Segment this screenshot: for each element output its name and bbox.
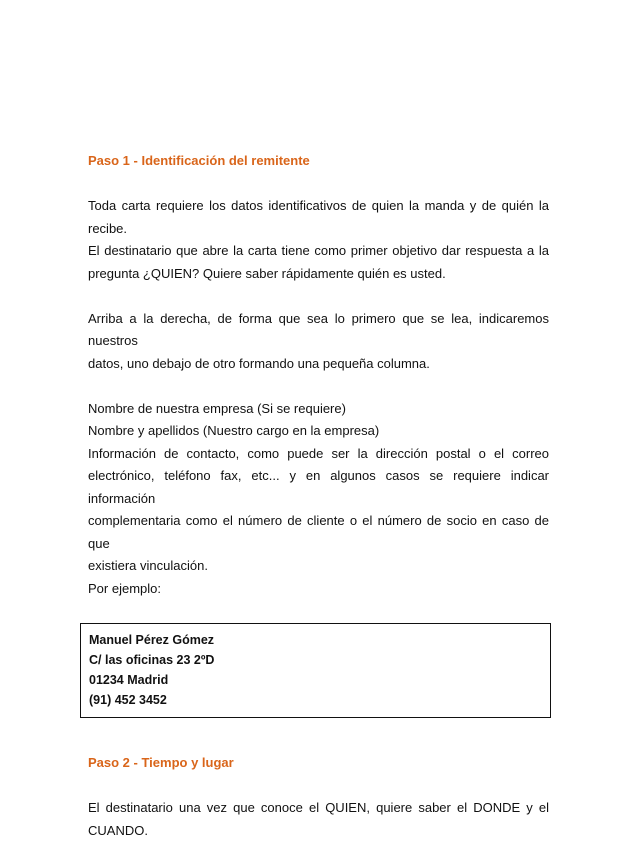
text-line: Nombre y apellidos (Nuestro cargo en la empresa) <box>88 420 549 443</box>
text-line: Toda carta requiere los datos identificativos de quien la manda y de quién la <box>88 195 549 218</box>
text-line: El destinatario que abre la carta tiene como primer objetivo dar respuesta a la <box>88 240 549 263</box>
step1-paragraph-5 <box>88 420 549 443</box>
text-line: Nombre de nuestra empresa (Si se requiere) <box>88 398 549 421</box>
text-line: existiera vinculación. <box>88 555 549 578</box>
document-body <box>88 150 549 842</box>
text-line: complementaria como el número de cliente o el número de socio en caso de que <box>88 510 549 555</box>
example-name: Manuel Pérez Gómez <box>89 630 542 650</box>
step1-paragraph-3 <box>88 308 549 376</box>
step1-paragraph-1 <box>88 195 549 240</box>
example-city: 01234 Madrid <box>89 670 542 690</box>
step1-heading: Paso 1 - Identificación del remitente <box>88 150 549 173</box>
step1-paragraph-2 <box>88 240 549 285</box>
step2-heading: Paso 2 - Tiempo y lugar <box>88 752 549 775</box>
text-line: CUANDO. <box>88 820 549 842</box>
text-line: Arriba a la derecha, de forma que sea lo primero que se lea, indicaremos nuestros <box>88 308 549 353</box>
text-line: recibe. <box>88 218 549 241</box>
step1-paragraph-4 <box>88 398 549 421</box>
text-line: Por ejemplo: <box>88 578 549 601</box>
step1-paragraph-7 <box>88 578 549 601</box>
step2-paragraph-1 <box>88 797 549 842</box>
text-line: El destinatario una vez que conoce el QUIEN, quiere saber el DONDE y el <box>88 797 549 820</box>
text-line: pregunta ¿QUIEN? Quiere saber rápidamente quién es usted. <box>88 263 549 286</box>
text-line: datos, uno debajo de otro formando una pequeña columna. <box>88 353 549 376</box>
example-phone: (91) 452 3452 <box>89 690 542 710</box>
text-line: Información de contacto, como puede ser la dirección postal o el correo <box>88 443 549 466</box>
example-address-box <box>80 623 551 718</box>
text-line: electrónico, teléfono fax, etc... y en algunos casos se requiere indicar información <box>88 465 549 510</box>
step1-paragraph-6 <box>88 443 549 578</box>
example-street: C/ las oficinas 23 2ºD <box>89 650 542 670</box>
